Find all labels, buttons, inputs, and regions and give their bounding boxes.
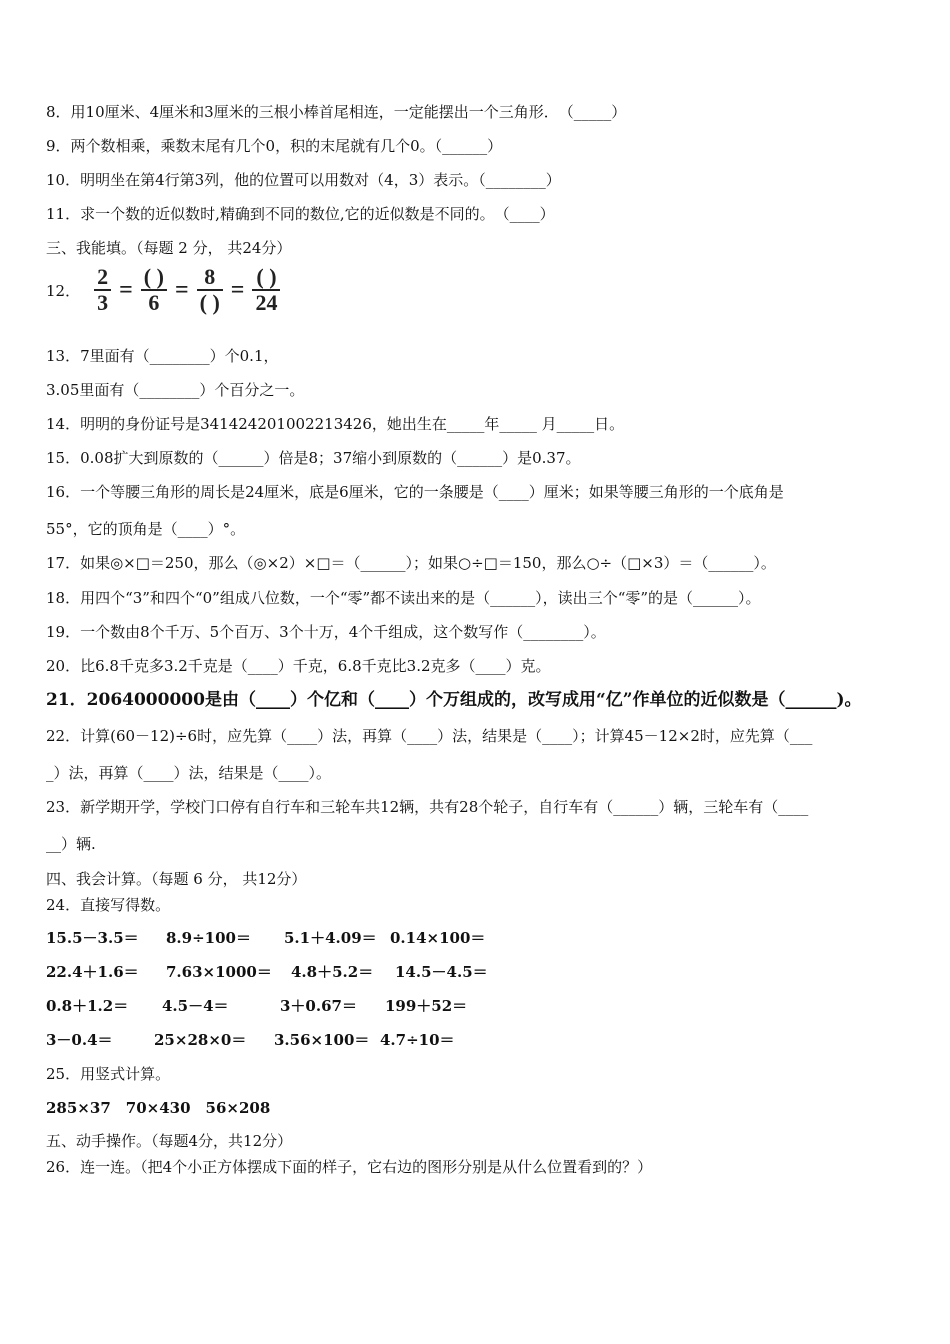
- fraction-1: [94, 265, 111, 315]
- fraction-2: [141, 265, 167, 315]
- calc-item: 199＋52＝: [385, 997, 468, 1015]
- calc-item: 0.14×100＝: [390, 929, 486, 947]
- question-20: 20．比6.8千克多3.2千克是（____）千克，6.8千克比3.2克多（____）克。: [46, 657, 551, 675]
- calc-item: 4.8＋5.2＝: [291, 963, 374, 981]
- question-26: 26．连一连。（把4个小正方体摆成下面的样子，它右边的图形分别是从什么位置看到的？）: [46, 1158, 653, 1176]
- calc-item: 7.63×1000＝: [166, 963, 272, 981]
- question-12: [46, 262, 282, 318]
- question-22-part-b: _）法，再算（____）法，结果是（____）。: [46, 764, 332, 782]
- calc-row-3: [46, 996, 467, 1016]
- calc-item: 22.4＋1.6＝: [46, 963, 139, 981]
- calc-item: 3＋0.67＝: [280, 997, 357, 1015]
- question-13-part-b: 3.05里面有（________）个百分之一。: [46, 381, 305, 399]
- calc-item: 15.5－3.5＝: [46, 929, 139, 947]
- equals-sign: =: [119, 276, 133, 303]
- calc-item: 14.5－4.5＝: [395, 963, 488, 981]
- fraction-3: [197, 265, 223, 315]
- fraction-4-denominator: 24: [255, 290, 278, 315]
- question-24: 24．直接写得数。: [46, 896, 171, 914]
- question-25: 25．用竖式计算。: [46, 1065, 171, 1083]
- fraction-3-numerator: 8: [204, 264, 216, 289]
- calc-item: 0.8＋1.2＝: [46, 997, 129, 1015]
- fraction-2-denominator: 6: [148, 290, 160, 315]
- fraction-3-denominator: ( ): [199, 290, 220, 315]
- question-22-part-a: 22．计算(60－12)÷6时，应先算（____）法，再算（____）法，结果是（____）；计算45－12×2时，应先算（___: [46, 727, 813, 745]
- equals-sign: =: [174, 276, 189, 303]
- calc-item: 25×28×0＝: [154, 1031, 247, 1049]
- equals-sign: =: [230, 276, 245, 303]
- section-3-heading: 三、我能填。（每题 2 分， 共24分）: [46, 239, 292, 257]
- question-18: 18．用四个“3”和四个“0”组成八位数，一个“零”都不读出来的是（______），读出三个“零”的是（______）。: [46, 589, 761, 607]
- fraction-4: [252, 265, 280, 315]
- fraction-1-numerator: 2: [97, 264, 109, 289]
- question-15: 15．0.08扩大到原数的（______）倍是8；37缩小到原数的（______）是0.37。: [46, 449, 581, 467]
- question-14: 14．明明的身份证号是341424201002213426，她出生在_____年_____ 月_____日。: [46, 415, 625, 433]
- section-5-heading: 五、动手操作。（每题4分，共12分）: [46, 1132, 293, 1150]
- question-23-part-b: __）辆.: [46, 835, 96, 853]
- question-21: 21．2064000000是由（____）个亿和（____）个万组成的，改写成用“亿”作单位的近似数是（______)。: [46, 690, 862, 710]
- question-9: 9．两个数相乘，乘数末尾有几个0，积的末尾就有几个0。（______）: [46, 137, 503, 155]
- question-23-part-a: 23．新学期开学，学校门口停有自行车和三轮车共12辆，共有28个轮子，自行车有（______）辆，三轮车有（____: [46, 798, 809, 816]
- calc-item: 8.9÷100＝: [166, 929, 251, 947]
- calc-row-1: [46, 928, 485, 948]
- calc-item: 5.1＋4.09＝: [284, 929, 377, 947]
- calc-item: 3.56×100＝: [274, 1031, 370, 1049]
- fraction-equation: [92, 265, 282, 315]
- question-16-part-b: 55°，它的顶角是（____）°。: [46, 520, 246, 538]
- question-13-part-a: 13．7里面有（________）个0.1，: [46, 347, 279, 365]
- fraction-2-numerator: ( ): [143, 264, 164, 289]
- fraction-1-denominator: 3: [97, 290, 109, 315]
- calc-row-4: [46, 1030, 455, 1050]
- calc-item: 4.5－4＝: [162, 997, 229, 1015]
- calc-item: 3－0.4＝: [46, 1031, 113, 1049]
- question-16-part-a: 16．一个等腰三角形的周长是24厘米，底是6厘米，它的一条腰是（____）厘米；如果等腰三角形的一个底角是: [46, 483, 784, 501]
- question-25-items: 285×37 70×430 56×208: [46, 1099, 271, 1117]
- calc-item: 4.7÷10＝: [380, 1031, 455, 1049]
- question-10: 10．明明坐在第4行第3列，他的位置可以用数对（4，3）表示。（________）: [46, 171, 561, 189]
- question-17: 17．如果◎×□＝250，那么（◎×2）×□＝（______）；如果○÷□＝150，那么○÷（□×3）＝（______）。: [46, 554, 776, 572]
- section-4-heading: 四、我会计算。（每题 6 分， 共12分）: [46, 870, 307, 888]
- question-19: 19．一个数由8个千万、5个百万、3个十万，4个千组成，这个数写作（________）。: [46, 623, 606, 641]
- question-11: 11．求一个数的近似数时,精确到不同的数位,它的近似数是不同的。 （____）: [46, 205, 555, 223]
- fraction-4-numerator: ( ): [256, 264, 277, 289]
- question-12-label: 12．: [46, 281, 81, 300]
- question-8: 8．用10厘米、4厘米和3厘米的三根小棒首尾相连，一定能摆出一个三角形． （_____）: [46, 103, 627, 121]
- calc-row-2: [46, 962, 488, 982]
